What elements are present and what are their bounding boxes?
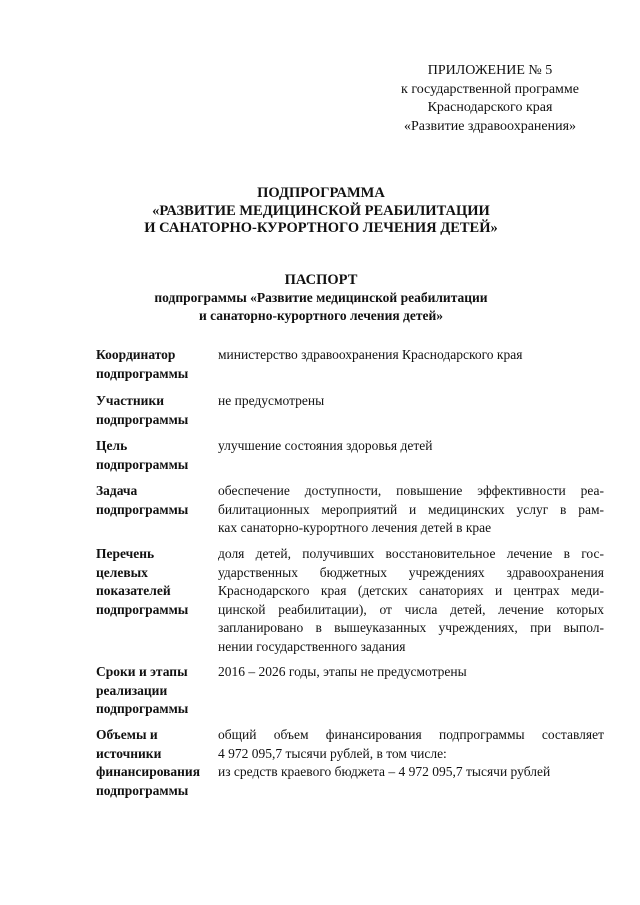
row-value — [218, 437, 604, 456]
row-label — [96, 726, 216, 800]
row-value-line: из средств краевого бюджета – 4 972 095,7 тысячи рублей — [218, 764, 551, 779]
row-value-line: 4 972 095,7 тысячи рублей, в том числе: — [218, 745, 447, 761]
row-value-line: не предусмотрены — [218, 393, 325, 408]
row-label-line: подпрограммы — [96, 411, 189, 427]
appendix-region: Краснодарского края — [427, 100, 553, 115]
row-value — [218, 482, 604, 538]
row-value-line: министерство здравоохранения Краснодарского края — [218, 347, 523, 362]
row-label — [96, 663, 216, 719]
row-value — [218, 346, 604, 365]
appendix-header — [380, 62, 600, 136]
subprogram-title — [96, 185, 546, 238]
row-label — [96, 392, 216, 429]
row-value-line: билитационных мероприятий и медицинских услуг в рам- — [218, 501, 604, 517]
row-label-line: Объемы и — [96, 727, 158, 742]
passport-subtitle — [96, 289, 546, 324]
row-label-line: Перечень — [96, 546, 155, 561]
appendix-number: ПРИЛОЖЕНИЕ № 5 — [427, 63, 553, 78]
row-value-line: Краснодарского края (детских санаториях и центрах меди- — [218, 583, 604, 598]
row-value — [218, 726, 604, 782]
row-value — [218, 663, 604, 682]
row-value-line: доля детей, получивших восстановительное лечение в гос- — [218, 546, 604, 561]
row-label-line: подпрограммы — [96, 601, 189, 617]
row-label-line: источники — [96, 745, 162, 761]
row-value-line: общий объем финансирования подпрограммы составляет — [218, 727, 604, 742]
row-value-line: ударственных бюджетных учреждениях здравоохранения — [218, 564, 604, 580]
row-label-line: показателей — [96, 583, 171, 598]
row-label-line: подпрограммы — [96, 501, 189, 517]
row-value — [218, 545, 604, 656]
row-label-line: подпрограммы — [96, 782, 189, 798]
row-label-line: целевых — [96, 564, 148, 580]
row-label — [96, 346, 216, 383]
row-label-line: подпрограммы — [96, 456, 189, 472]
row-value — [218, 392, 604, 411]
subprogram-title-line: ПОДПРОГРАММА — [257, 185, 385, 201]
row-value-line: улучшение состояния здоровья детей — [218, 438, 433, 453]
row-label-line: финансирования — [96, 764, 201, 779]
row-value-line: 2016 – 2026 годы, этапы не предусмотрены — [218, 664, 467, 679]
passport-subtitle-line: и санаторно-курортного лечения детей» — [198, 307, 444, 323]
appendix-program-ref: к государственной программе — [401, 81, 579, 97]
row-value-line: ках санаторно-курортного лечения детей в крае — [218, 520, 492, 535]
row-label-line: Сроки и этапы — [96, 664, 188, 679]
row-value-line: обеспечение доступности, повышение эффективности реа- — [218, 483, 604, 498]
subprogram-title-line: И САНАТОРНО-КУРОРТНОГО ЛЕЧЕНИЯ ДЕТЕЙ» — [144, 220, 498, 236]
passport-heading: ПАСПОРТ — [284, 272, 358, 288]
row-label-line: реализации — [96, 682, 168, 698]
appendix-program-name: «Развитие здравоохранения» — [403, 118, 577, 134]
subprogram-title-line: «РАЗВИТИЕ МЕДИЦИНСКОЙ РЕАБИЛИТАЦИИ — [152, 202, 490, 219]
passport-subtitle-line: подпрограммы «Развитие медицинской реабилитации — [154, 290, 488, 305]
row-value-line: нении государственного задания — [218, 638, 406, 654]
row-label — [96, 437, 216, 474]
row-label-line: Координатор — [96, 347, 176, 362]
row-label-line: подпрограммы — [96, 701, 189, 716]
row-value-line: цинской реабилитации), от числа детей, лечение которых — [218, 601, 604, 617]
row-value-line: запланировано в вышеуказанных учреждениях, при выпол- — [218, 620, 604, 635]
row-label — [96, 545, 216, 619]
row-label — [96, 482, 216, 519]
row-label-line: Участники — [96, 393, 165, 408]
row-label-line: подпрограммы — [96, 365, 189, 381]
row-label-line: Цель — [96, 438, 128, 453]
row-label-line: Задача — [96, 483, 138, 498]
